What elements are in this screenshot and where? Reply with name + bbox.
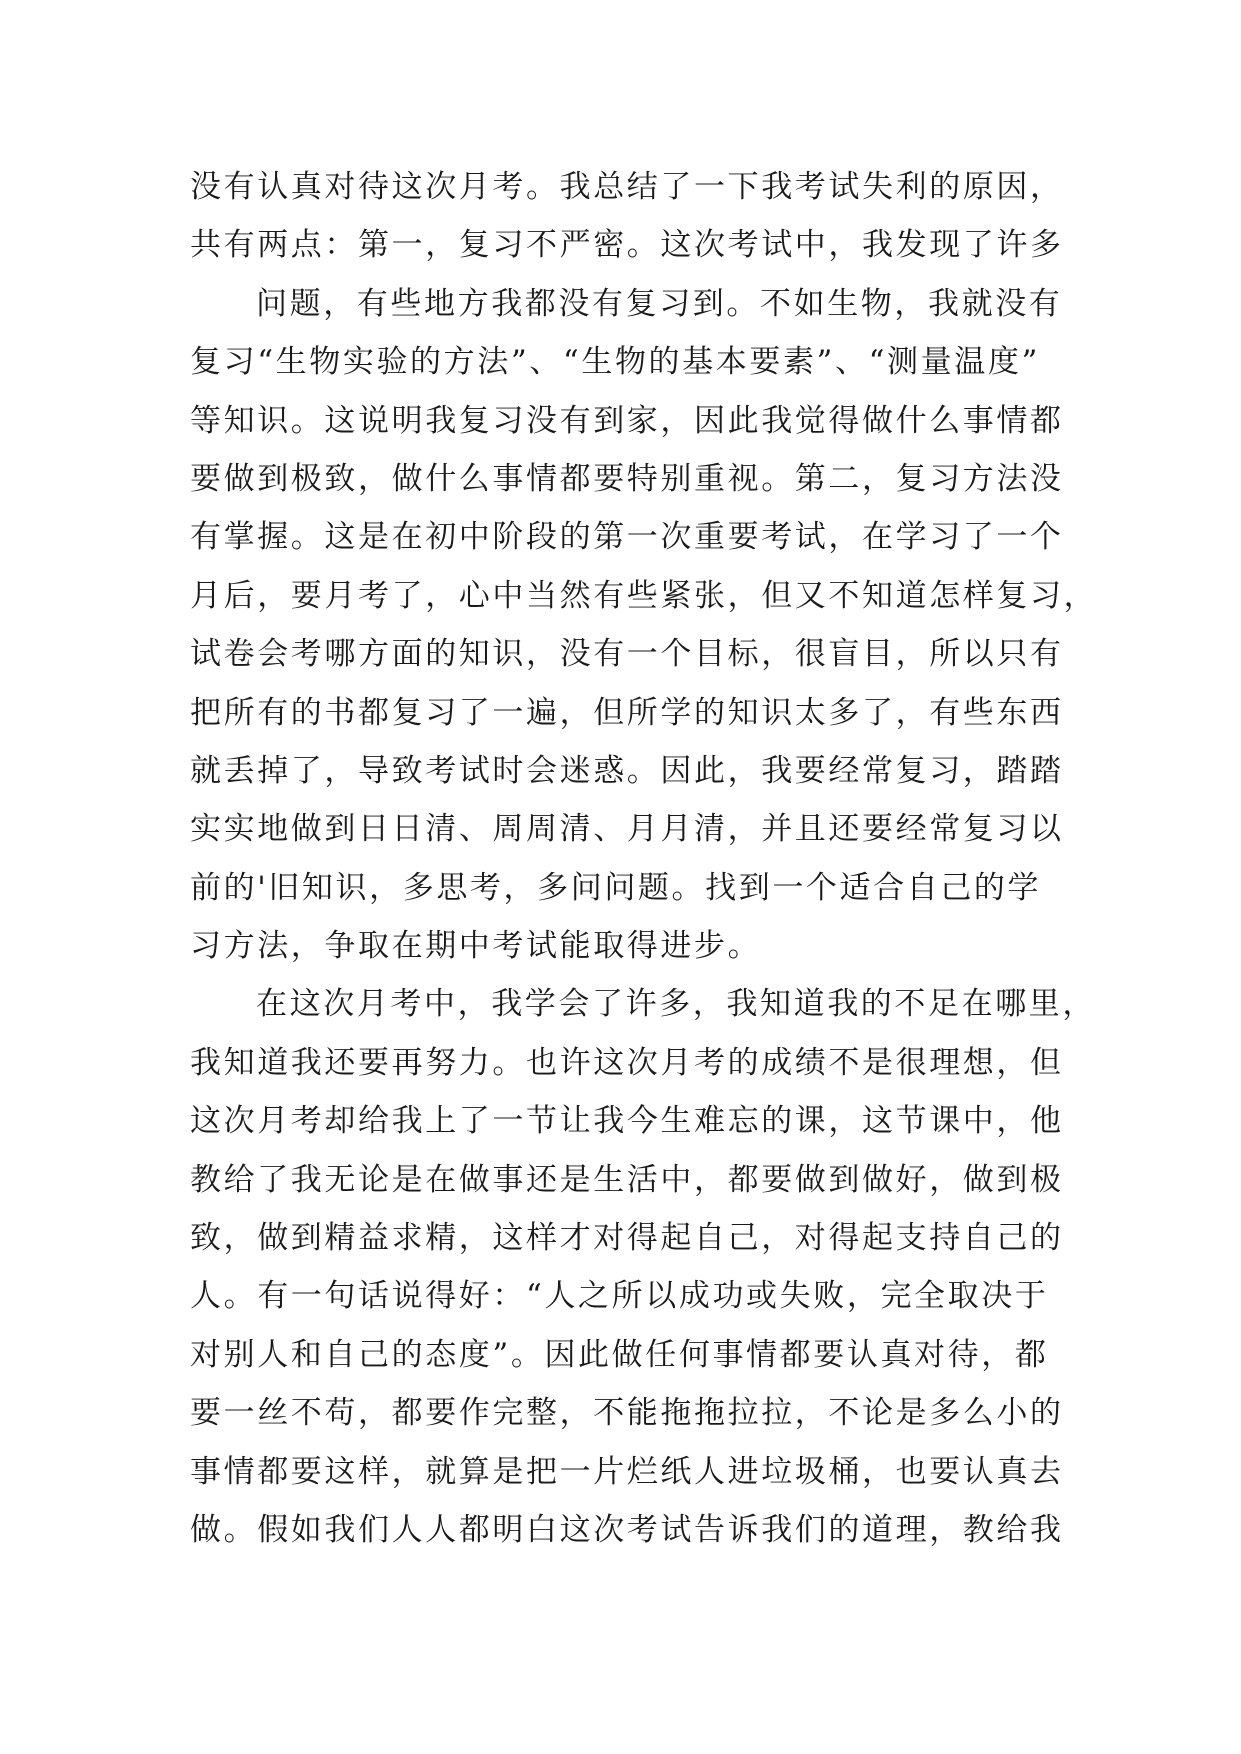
text-line-15: 在这次月考中，我学会了许多，我知道我的不足在哪里， bbox=[256, 986, 1096, 1023]
text-line-12: 实实地做到日日清、周周清、月月清，并且还要经常复习以 bbox=[190, 811, 1064, 848]
text-line-24: 做。假如我们人人都明白这次考试告诉我们的道理，教给我 bbox=[190, 1511, 1064, 1548]
text-line-14: 习方法，争取在期中考试能取得进步。 bbox=[190, 928, 762, 965]
text-line-21: 对别人和自己的态度”。因此做任何事情都要认真对待，都 bbox=[190, 1336, 1049, 1373]
text-line-13: 前的'旧知识，多思考，多问问题。找到一个适合自己的学 bbox=[190, 869, 1042, 906]
text-line-2: 共有两点：第一，复习不严密。这次考试中，我发现了许多 bbox=[190, 227, 1064, 264]
text-line-8: 月后，要月考了，心中当然有些紧张，但又不知道怎样复习， bbox=[190, 577, 1098, 614]
text-line-9: 试卷会考哪方面的知识，没有一个目标，很盲目，所以只有 bbox=[190, 636, 1064, 673]
text-line-17: 这次月考却给我上了一节让我今生难忘的课，这节课中，他 bbox=[190, 1103, 1064, 1140]
body-text bbox=[190, 158, 1098, 1559]
text-line-18: 教给了我无论是在做事还是生活中，都要做到做好，做到极 bbox=[190, 1161, 1064, 1198]
text-line-4: 复习“生物实验的方法”、“生物的基本要素”、“测量温度” bbox=[190, 344, 1040, 381]
text-line-11: 就丢掉了，导致考试时会迷惑。因此，我要经常复习，踏踏 bbox=[190, 752, 1064, 789]
text-line-6: 要做到极致，做什么事情都要特别重视。第二，复习方法没 bbox=[190, 460, 1064, 497]
text-line-10: 把所有的书都复习了一遍，但所学的知识太多了，有些东西 bbox=[190, 694, 1064, 731]
text-line-19: 致，做到精益求精，这样才对得起自己，对得起支持自己的 bbox=[190, 1220, 1064, 1257]
text-line-23: 事情都要这样，就算是把一片烂纸人进垃圾桶，也要认真去 bbox=[190, 1453, 1064, 1490]
text-line-16: 我知道我还要再努力。也许这次月考的成绩不是很理想，但 bbox=[190, 1044, 1064, 1081]
text-line-22: 要一丝不苟，都要作完整，不能拖拖拉拉，不论是多么小的 bbox=[190, 1395, 1064, 1432]
text-line-7: 有掌握。这是在初中阶段的第一次重要考试，在学习了一个 bbox=[190, 519, 1064, 556]
text-line-3: 问题，有些地方我都没有复习到。不如生物，我就没有 bbox=[256, 285, 1063, 322]
text-line-5: 等知识。这说明我复习没有到家，因此我觉得做什么事情都 bbox=[190, 402, 1064, 439]
text-line-1: 没有认真对待这次月考。我总结了一下我考试失利的原因， bbox=[190, 169, 1064, 205]
text-line-20: 人。有一句话说得好：“人之所以成功或失败，完全取决于 bbox=[190, 1278, 1049, 1315]
